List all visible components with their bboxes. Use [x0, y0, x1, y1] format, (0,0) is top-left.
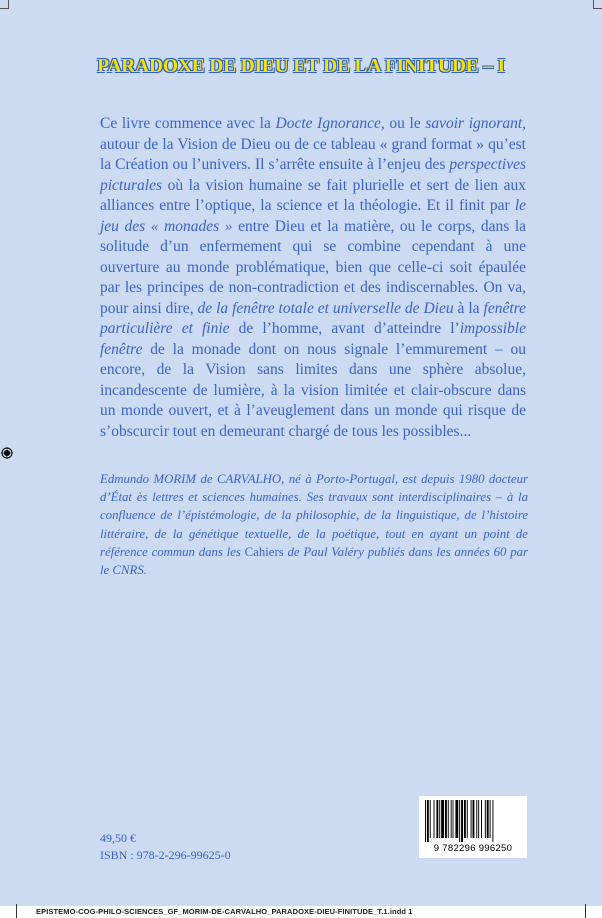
barcode-number: 9 782296 996250 [433, 843, 513, 854]
price: 49,50 € [100, 831, 136, 845]
barcode-bars-icon [425, 800, 521, 842]
crop-mark [593, 0, 602, 9]
author-bio: Edmundo MORIM de CARVALHO, né à Porto-Portugal, est depuis 1980 docteur d’État ès lettres et sciences humaines. Ses travaux sont interdisciplinaires – à la confluence de l’épistémologie, de la philosophie, de la linguistique, de l’histoire littéraire, de la génétique textuelle, de la poétique, tout en ayant un point de référence commun dans les Cahiers de Paul Valéry publiés dans les années 60 par le CNRS. [100, 472, 528, 578]
book-title: PARADOXE DE DIEU ET DE LA FINITUDE – I [97, 56, 505, 77]
crop-mark [16, 904, 17, 918]
crop-mark [585, 904, 586, 918]
print-slug-text: EPISTEMO-COG-PHILO-SCIENCES_GF_MORIM-DE-CARVALHO_PARADOXE-DIEU-FINITUDE_T.1.indd 1 [36, 907, 413, 916]
book-summary: Ce livre commence avec la Docte Ignorance, ou le savoir ignorant, autour de la Vision de Dieu ou de ce tableau « grand format » qu’est la Création ou l’univers. Il s’arrête ensuite à l’enjeu des perspectives picturales où la vision humaine se fait plurielle et sert de lien aux alliances entre l’optique, la science et la théologie. Et il finit par le jeu des « monades » entre Dieu et la matière, ou le corps, dans la solitude d’un enfermement qui se combine cependant à une ouverture au monde problématique, bien que celle-ci soit épaulée par les principes de non-contradiction et des indiscernables. On va, pour ainsi dire, de la fenêtre totale et universelle de Dieu à la fenêtre particulière et finie de l’homme, avant d’atteindre l’impossible fenêtre de la monade dont on nous signale l’emmurement – ou encore, de la Vision sans limites dans une sphère absolue, incandescente de lumière, à la vision limitée et clair-obscure dans un monde ouvert, et à l’aveuglement dans un monde qui risque de s’obscurcir tout en demeurant chargé de tous les possibles... [100, 115, 526, 440]
barcode [419, 796, 527, 858]
crop-mark [0, 0, 9, 9]
registration-mark-icon [1, 446, 13, 458]
isbn: ISBN : 978-2-296-99625-0 [100, 848, 231, 862]
